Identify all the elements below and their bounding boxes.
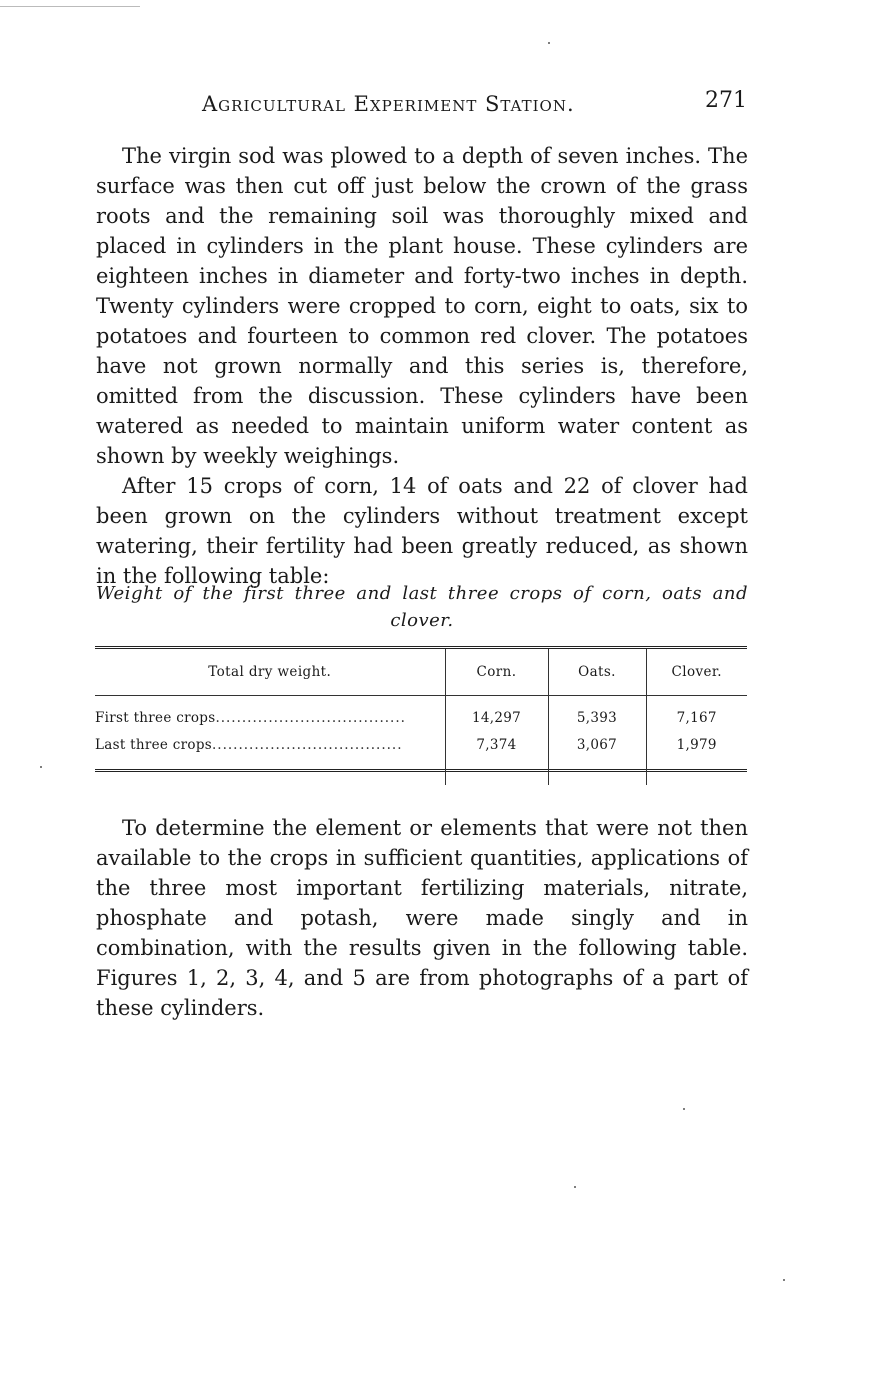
header-corn: Corn. bbox=[445, 649, 548, 696]
table-spacer-row bbox=[95, 758, 747, 785]
table-row bbox=[95, 731, 747, 758]
body-text-lower bbox=[96, 813, 748, 1023]
header-clover: Clover. bbox=[646, 649, 747, 696]
cell-clover: 7,167 bbox=[646, 696, 747, 732]
crop-weight-table bbox=[95, 646, 747, 772]
scan-speck bbox=[783, 1279, 785, 1281]
running-head bbox=[0, 88, 887, 120]
table-caption bbox=[96, 580, 748, 634]
cell-corn: 7,374 bbox=[445, 731, 548, 758]
row-label-first-three bbox=[95, 696, 445, 732]
row-label-last-three bbox=[95, 731, 445, 758]
scan-speck bbox=[683, 1108, 685, 1110]
table-caption-line-1: Weight of the first three and last three crops of corn, oats and bbox=[96, 583, 748, 604]
cell-oats: 3,067 bbox=[548, 731, 646, 758]
running-title: Agricultural Experiment Station. bbox=[202, 92, 575, 116]
dot-leader: .................................... bbox=[215, 709, 406, 726]
row-label-text: First three crops bbox=[95, 709, 216, 726]
paragraph-determine-elements: To determine the element or elements that were not then available to the crops in sufficient quantities, applications of the three most important fertilizing materials, nitrate, phosphate and potash, were made singly and in combination, with the results given in the following table. Figures 1, 2, 3, 4, and 5 are from photographs of a part of these cylinders. bbox=[96, 816, 748, 1020]
row-label-text: Last three crops bbox=[95, 736, 213, 753]
scan-speck bbox=[574, 1186, 576, 1188]
dot-leader: .................................... bbox=[212, 736, 403, 753]
table-header-row bbox=[95, 649, 747, 696]
cell-corn: 14,297 bbox=[445, 696, 548, 732]
table-row bbox=[95, 696, 747, 732]
body-text-upper bbox=[96, 141, 748, 591]
cell-oats: 5,393 bbox=[548, 696, 646, 732]
table-caption-line-2: clover. bbox=[390, 610, 454, 631]
scan-edge-rule bbox=[0, 6, 140, 7]
paragraph-virgin-sod: The virgin sod was plowed to a depth of seven inches. The surface was then cut off just below the crown of the grass roots and the remaining soil was thoroughly mixed and placed in cylinders in the plant house. These cylinders are eighteen inches in diameter and forty-two inches in depth. Twenty cylinders were cropped to corn, eight to oats, six to potatoes and fourteen to common red clover. The potatoes have not grown normally and this series is, therefore, omitted from the discussion. These cylinders have been watered as needed to maintain uniform water content as shown by weekly weighings. bbox=[96, 144, 748, 468]
page-number: 271 bbox=[705, 88, 747, 113]
paragraph-after-crops: After 15 crops of corn, 14 of oats and 22 of clover had been grown on the cylinders without treatment except watering, their fertility had been greatly reduced, as shown in the following table: bbox=[96, 474, 748, 588]
cell-clover: 1,979 bbox=[646, 731, 747, 758]
header-total-dry-weight: Total dry weight. bbox=[95, 649, 445, 696]
header-oats: Oats. bbox=[548, 649, 646, 696]
scan-speck bbox=[548, 42, 550, 44]
scan-speck bbox=[40, 766, 42, 768]
